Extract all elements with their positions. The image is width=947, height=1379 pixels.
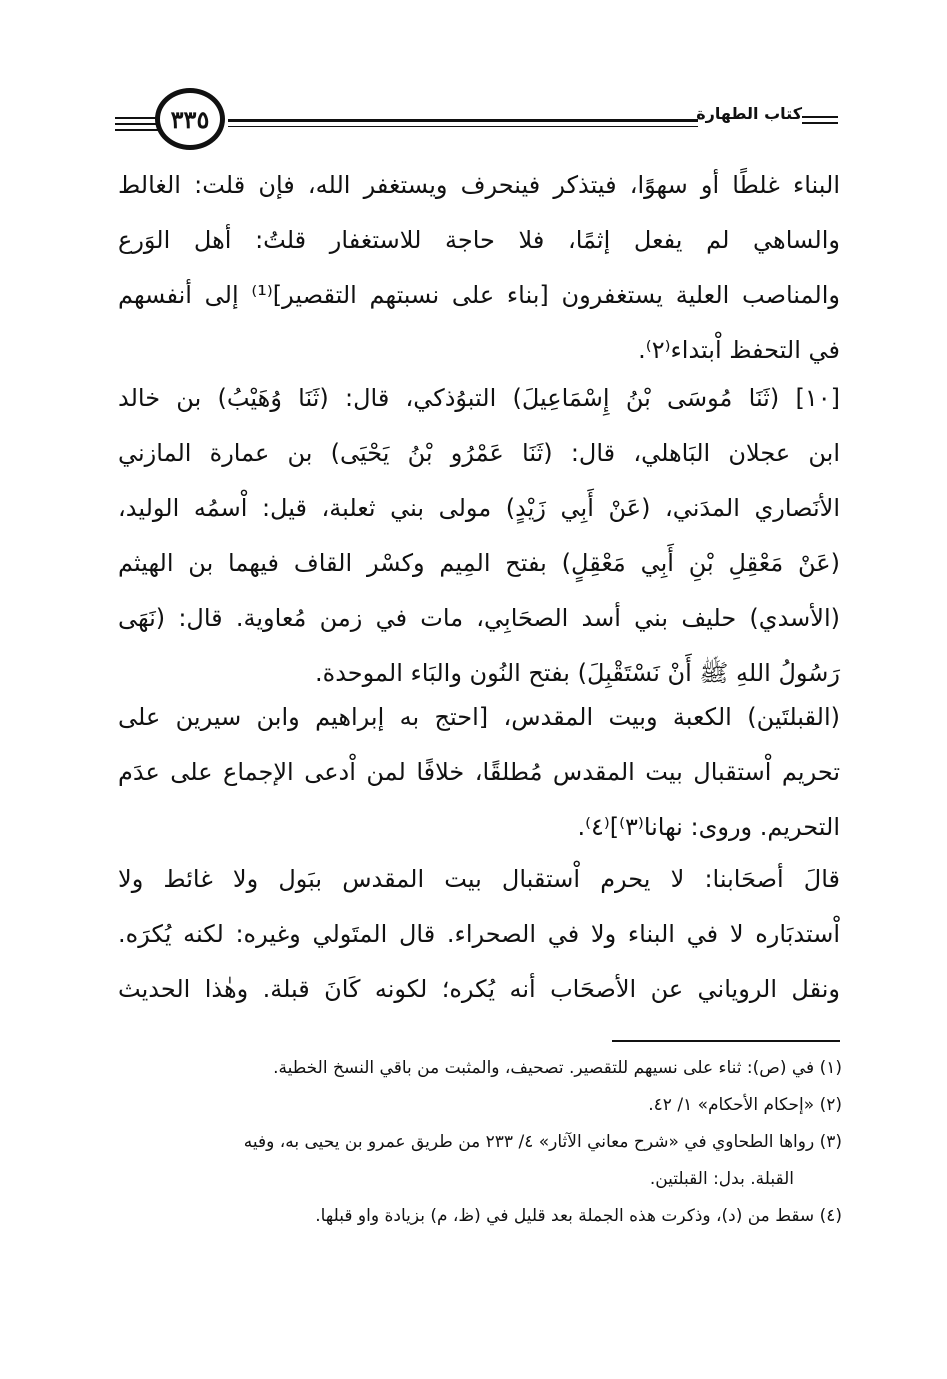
- footnote: (٢) «إحكام الأحكام» ١/ ٤٢.: [648, 1095, 842, 1115]
- footnote: (٤) سقط من (د)، وذكرت هذه الجملة بعد قليل في (ظ، م) بزيادة واو قبلها.: [315, 1206, 842, 1226]
- header-rule: [115, 129, 163, 131]
- text-line: قالَ أصحَابنا: لا يحرم اْستقبال بيت المقدس ببَول ولا غائط ولا: [118, 865, 840, 893]
- text-line: في التحفظ اْبتداء⁽٢⁾.: [638, 336, 840, 364]
- text-line: ابن عجلان البَاهلي، قال: (ثَنَا عَمْرُو بْنُ يَحْيَى) بن عمارة المازني: [118, 439, 840, 467]
- text-line: التحريم. وروى: نهانا⁽٣⁾]⁽٤⁾.: [577, 813, 840, 841]
- page-number: ٣٣٥: [155, 88, 225, 150]
- header-rule: [802, 116, 838, 118]
- footnote: (٣) رواها الطحاوي في «شرح معاني الآثار» ٤/ ٢٣٣ من طريق عمرو بن يحيى به، وفيه: [243, 1132, 842, 1152]
- text-line: تحريم اْستقبال بيت المقدس مُطلقًا، خلافًا لمن اْدعى الإجماع على عدَم: [118, 758, 840, 786]
- footnote-separator: [612, 1040, 840, 1042]
- text-line: الأنَصاري المدَني، (عَنْ أَبِي زَيْدٍ) مولى بني ثعلبة، قيل: اْسمُه الوليد،: [118, 494, 840, 522]
- text-line: ونقل الروياني عن الأصحَاب أنه يُكره؛ لكونه كَانَ قبلة. وهٰذا الحديث: [118, 975, 840, 1003]
- text-line: والمناصب العلية يستغفرون [بناء على نسبتهم التقصير]⁽¹⁾ إلى أنفسهم: [118, 281, 840, 309]
- footnote-continuation: القبلة. بدل: القبلتين.: [649, 1169, 794, 1189]
- text-line: (القبلتَين) الكعبة وبيت المقدس، [احتج به إبراهيم وابن سيرين على: [118, 703, 840, 731]
- text-line: (عَنْ مَعْقِلِ بْنِ أَبِي مَعْقِلٍ) بفتح المِيم وكسْر القاف فيهما بن الهيثم: [118, 549, 840, 577]
- footnotes: [120, 1050, 842, 1235]
- paragraph: [118, 371, 840, 701]
- paragraph: [118, 690, 840, 855]
- header-rule: [802, 122, 838, 124]
- text-line: اْستدبَاره لا في البناء ولا في الصحراء. قال المتَولي وغيره: لكنه يُكرَه.: [118, 920, 840, 948]
- paragraph: [118, 852, 840, 1017]
- footnote: (١) في (ص): ثناء على نسيهم للتقصير. تصحيف، والمثبت من باقي النسخ الخطية.: [273, 1058, 842, 1078]
- text-line: (الأسدي) حليف بني أسد الصحَابِي، مات في زمن مُعاوية. قال: (نَهَى: [118, 604, 840, 632]
- text-line: [١٠] (ثَنَا مُوسَى بْنُ إِسْمَاعِيلَ) التبوُذكي، قال: (ثَنَا وُهَيْبُ) بن خالد: [118, 384, 840, 412]
- text-line: رَسُولُ اللهِ ﷺ أَنْ نَسْتَقْبِلَ) بفتح النُون والبَاء الموحدة.: [315, 659, 840, 687]
- paragraph: [118, 158, 840, 378]
- running-title: كتاب الطهارة: [696, 104, 802, 123]
- text-line: والساهي لم يفعل إثمًا، فلا حاجة للاستغفار قلتُ: أهل الوَرع: [118, 226, 840, 254]
- text-line: البناء غلطًا أو سهوًا، فيتذكر فينحرف ويستغفر الله، فإن قلت: الغالط: [118, 171, 840, 199]
- header-rule: [228, 126, 698, 127]
- header-rule: [228, 119, 698, 122]
